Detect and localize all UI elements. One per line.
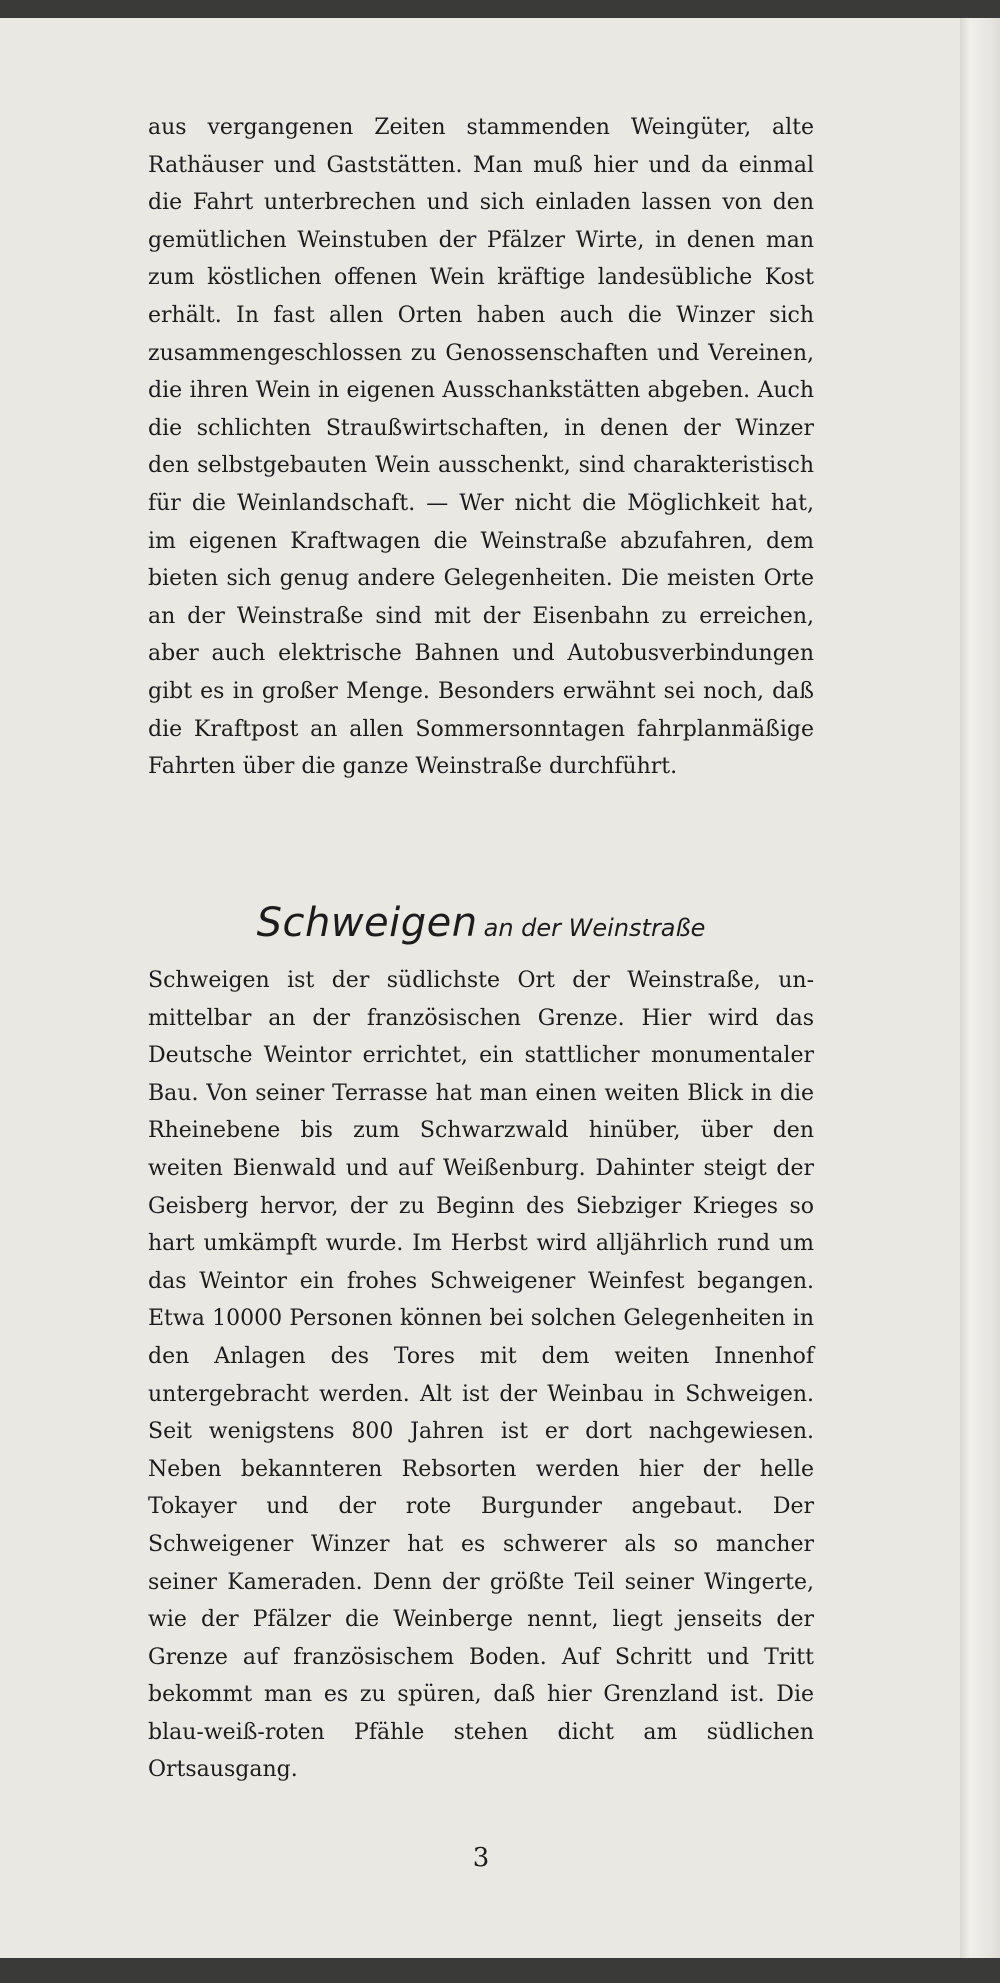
- section-heading-main: Schweigen: [256, 900, 478, 946]
- body-paragraph-2: [148, 962, 814, 1789]
- section-heading: [148, 900, 814, 946]
- paragraph-text: Schweigen ist der südlichste Ort der Weinstraße, unmittelbar an der französischen Grenze. Hier wird das Deutsche Weintor errichtet, ein stattlicher monumentaler Bau. Von seiner Terrasse hat man einen weiten Blick in die Rheinebene bis zum Schwarzwald hinüber, über den weiten Bienwald und auf Weißenburg. Dahinter steigt der Geisberg hervor, der zu Beginn des Siebziger Krieges so hart umkämpft wurde. Im Herbst wird alljährlich rund um das Weintor ein frohes Schweigener Weinfest begangen. Etwa 10000 Personen können bei solchen Gelegenheiten in den Anlagen des Tores mit dem weiten Innenhof untergebracht werden. Alt ist der Weinbau in Schweigen. Seit wenigstens 800 Jahren ist er dort nachgewiesen. Neben bekannteren Rebsorten werden hier der helle Tokayer und der rote Burgunder angebaut. Der Schweigener Winzer hat es schwerer als so mancher seiner Kameraden. Denn der größte Teil seiner Wingerte, wie der Pfälzer die Weinberge nennt, liegt jenseits der Grenze auf französischem Boden. Auf Schritt und Tritt bekommt man es zu spüren, daß hier Grenzland ist. Die blau-weiß-roten Pfähle stehen dicht am südlichen Ortsausgang.: [148, 968, 814, 1783]
- page-fold-edge: [960, 18, 1000, 1960]
- top-edge: [0, 0, 1000, 20]
- bottom-edge: [0, 1958, 1000, 1983]
- body-paragraph-1: [148, 109, 814, 786]
- paragraph-text: aus vergangenen Zeiten stammenden Weingüter, alte Rathäuser und Gaststätten. Man muß hier und da einmal die Fahrt unterbrechen und sich einladen lassen von den gemütlichen Weinstuben der Pfälzer Wirte, in denen man zum köstlichen offenen Wein kräftige landesübliche Kost erhält. In fast allen Orten haben auch die Winzer sich zusammengeschlossen zu Genossenschaften und Vereinen, die ihren Wein in eigenen Ausschankstätten abgeben. Auch die schlichten Straußwirtschaften, in denen der Winzer den selbstgebauten Wein ausschenkt, sind charakteristisch für die Weinlandschaft. — Wer nicht die Möglichkeit hat, im eigenen Kraftwagen die Weinstraße abzufahren, dem bieten sich genug andere Gelegenheiten. Die meisten Orte an der Weinstraße sind mit der Eisenbahn zu erreichen, aber auch elektrische Bahnen und Autobusverbindungen gibt es in großer Menge. Besonders erwähnt sei noch, daß die Kraftpost an allen Sommersonntagen fahrplanmäßige Fahrten über die ganze Weinstraße durchführt.: [148, 115, 814, 780]
- page-number: 3: [472, 1843, 490, 1873]
- section-heading-sub: an der Weinstraße: [483, 914, 706, 942]
